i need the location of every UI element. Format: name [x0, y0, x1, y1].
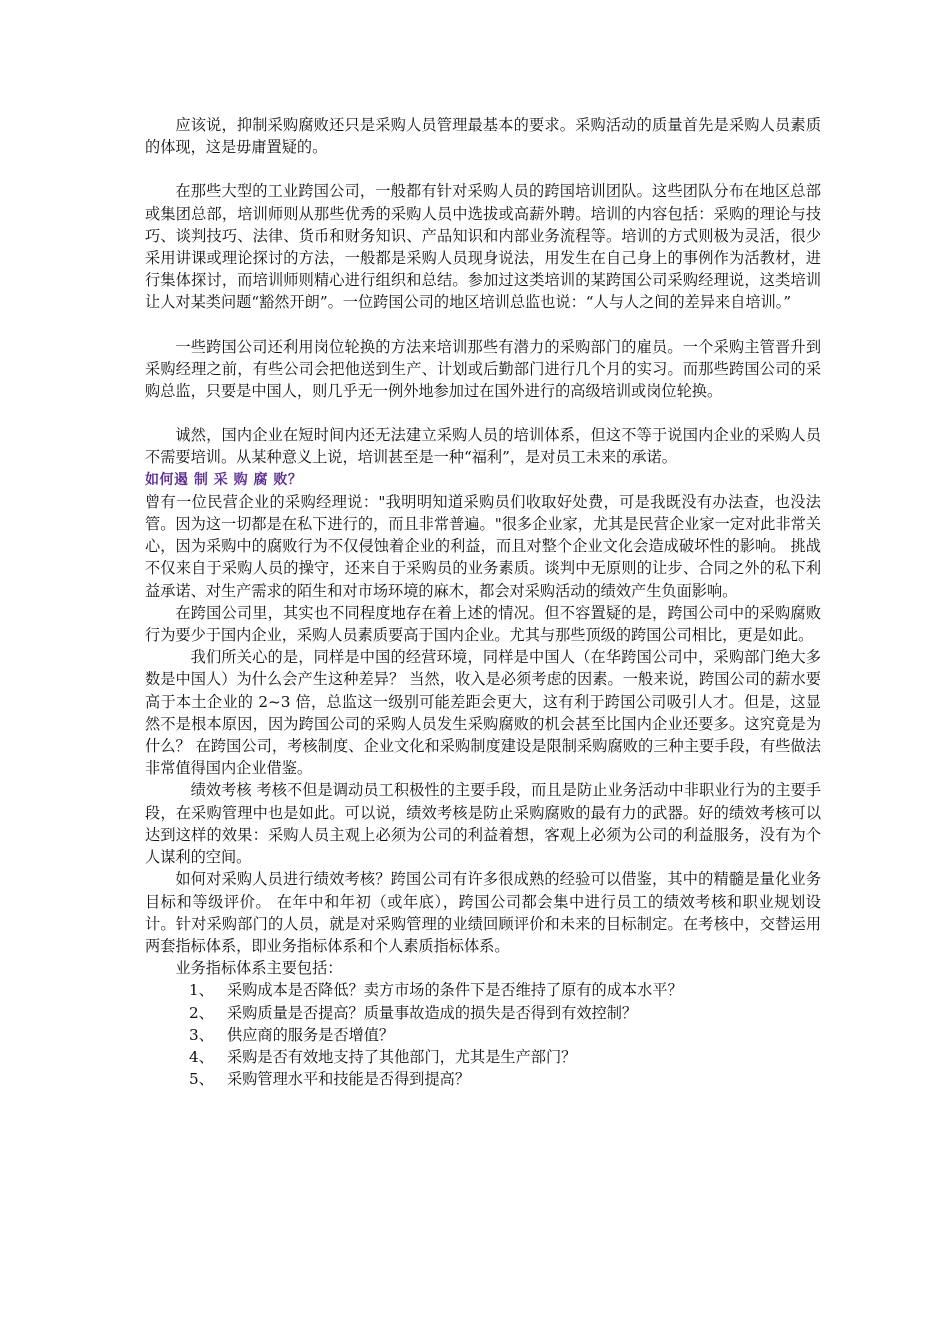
section-heading: 如何遏 制 采 购 腐 败？: [145, 471, 303, 488]
list-number: 5、: [189, 1070, 214, 1089]
paragraph-business-indicators: 业务指标体系主要包括：: [175, 959, 343, 978]
list-number: 2、: [189, 1003, 214, 1022]
list-number: 1、: [189, 981, 214, 1000]
indicator-list: [145, 979, 821, 1090]
list-item: [145, 1024, 821, 1046]
list-text: 采购管理水平和技能是否得到提高？: [227, 1070, 470, 1089]
list-item: [145, 1046, 821, 1068]
list-number: 4、: [189, 1047, 214, 1066]
paragraph-gap: [145, 402, 821, 424]
paragraph-difference-reason: 我们所关心的是，同样是中国的经营环境，同样是中国人（在华跨国公司中，采购部门绝大多数是中国人）为什么会产生这种差异？ 当然，收入是必须考虑的因素。一般来说，跨国公司的薪水要高于本土企业的 2~3 倍，总监这一级别可能差距会更大，这有利于跨国公司吸引人才。但是，这显然不是根本原因，因为跨国公司的采购人员发生采购腐败的机会甚至比国内企业还要多。这究竟是为什么？ 在跨国公司，考核制度、企业文化和采购制度建设是限制采购腐败的三种主要手段，有些做法非常值得国内企业借鉴。: [145, 648, 821, 778]
paragraph-job-rotation: 一些跨国公司还利用岗位轮换的方法来培训那些有潜力的采购部门的雇员。一个采购主管晋升到采购经理之前，有些公司会把他送到生产、计划或后勤部门进行几个月的实习。而那些跨国公司的采购总监，只要是中国人，则几乎无一例外地参加过在国外进行的高级培训或岗位轮换。: [145, 337, 821, 401]
paragraph-private-manager-quote: 曾有一位民营企业的采购经理说："我明明知道采购员们收取好处费，可是我既没有办法查，也没法管。因为这一切都是在私下进行的，而且非常普遍。"很多企业家，尤其是民营企业家一定对此非常关心，因为采购中的腐败行为不仅侵蚀着企业的利益，而且对整个企业文化会造成破坏性的影响。 挑战不仅来自于采购人员的操守，还来自于采购员的业务素质。谈判中无原则的让步、合同之外的私下利益承诺、对生产需求的陌生和对市场环境的麻木，都会对采购活动的绩效产生负面影响。: [145, 492, 821, 600]
paragraph-training-teams: 在那些大型的工业跨国公司，一般都有针对采购人员的跨国培训团队。这些团队分布在地区总部或集团总部，培训师则从那些优秀的采购人员中选拔或高薪外聘。培训的内容包括：采购的理论与技巧、谈判技巧、法律、货币和财务知识、产品知识和内部业务流程等。培训的方式则极为灵活，很少采用讲课或理论探讨的方法，一般都是采购人员现身说法，用发生在自己身上的事例作为活教材，进行集体探讨，而培训师则精心进行组织和总结。参加过这类培训的某跨国公司采购经理说，这类培训让人对某类问题“豁然开朗”。一位跨国公司的地区培训总监也说：“人与人之间的差异来自培训。”: [145, 182, 821, 312]
paragraph-performance-assessment: 绩效考核 考核不但是调动员工积极性的主要手段，而且是防止业务活动中非职业行为的主要手段，在采购管理中也是如此。可以说，绩效考核是防止采购腐败的最有力的武器。好的绩效考核可以达到这样的效果：采购人员主观上必须为公司的利益着想，客观上必须为公司的利益服务，没有为个人谋利的空间。: [145, 781, 821, 867]
paragraph-quality: 应该说，抑制采购腐败还只是采购人员管理最基本的要求。采购活动的质量首先是采购人员素质的体现，这是毋庸置疑的。: [145, 116, 821, 157]
paragraph-domestic-training: 诚然，国内企业在短时间内还无法建立采购人员的培训体系，但这不等于说国内企业的采购人员不需要培训。从某种意义上说，培训甚至是一种“福利”，是对员工未来的承诺。: [145, 426, 821, 467]
list-item: [145, 1002, 821, 1024]
paragraph-assessment-method: 如何对采购人员进行绩效考核？跨国公司有许多很成熟的经验可以借鉴，其中的精髓是量化业务目标和等级评价。 在年中和年初（或年底），跨国公司都会集中进行员工的绩效考核和职业规划设计。针对采购部门的人员，就是对采购管理的业绩回顾评价和未来的目标制定。在考核中，交替运用两套指标体系，即业务指标体系和个人素质指标体系。: [145, 870, 821, 955]
list-text: 采购质量是否提高？质量事故造成的损失是否得到有效控制？: [227, 1003, 638, 1022]
list-item: [145, 1068, 821, 1090]
list-text: 供应商的服务是否增值？: [227, 1025, 395, 1044]
paragraph-multinational-comparison: 在跨国公司里，其实也不同程度地存在着上述的情况。但不容置疑的是，跨国公司中的采购腐败行为要少于国内企业，采购人员素质要高于国内企业。尤其与那些顶级的跨国公司相比，更是如此。: [145, 603, 821, 645]
document-page: [145, 114, 821, 1090]
list-text: 采购是否有效地支持了其他部门，尤其是生产部门？: [227, 1047, 577, 1066]
list-item: [145, 979, 821, 1001]
list-text: 采购成本是否降低？卖方市场的条件下是否维持了原有的成本水平？: [227, 981, 683, 1000]
list-number: 3、: [189, 1025, 214, 1044]
paragraph-gap: [145, 158, 821, 180]
paragraph-gap: [145, 314, 821, 336]
